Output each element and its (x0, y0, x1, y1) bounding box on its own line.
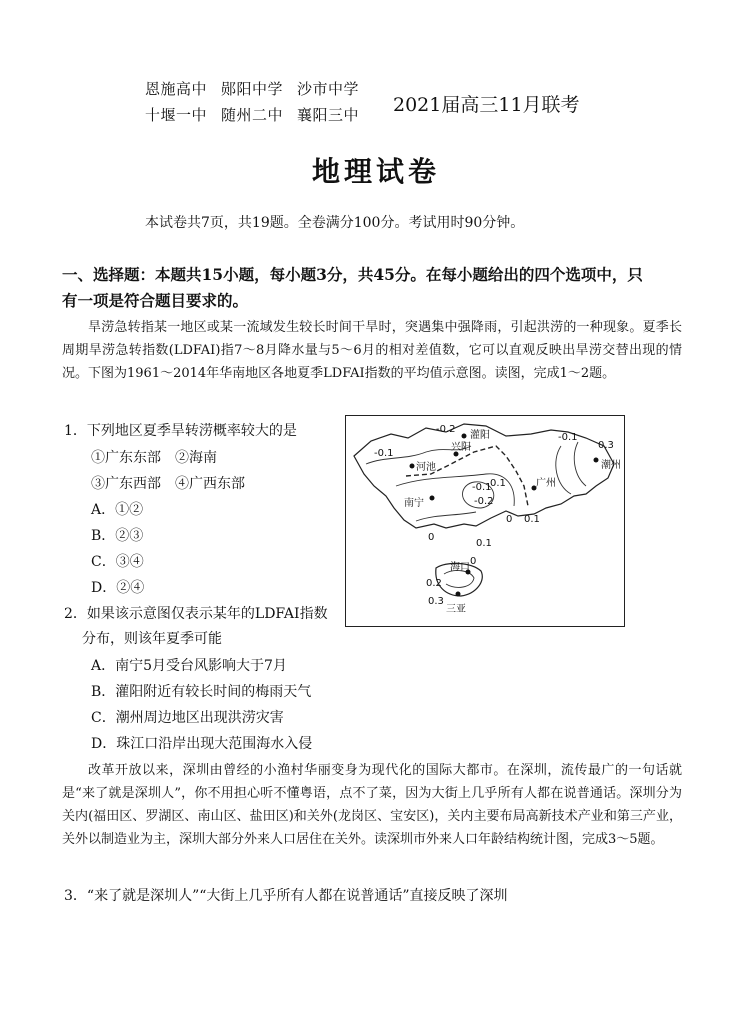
isoline (416, 512, 476, 521)
city-label: 三亚 (446, 604, 466, 615)
isoline-label: 0.1 (524, 514, 540, 525)
question-2-option-a: A．南宁5月受台风影响大于7月 (91, 658, 287, 674)
isoline-label: 0 (428, 532, 435, 543)
question-1-option-a: A．①② (91, 502, 144, 518)
question-1-choices: ③广东西部 ④广西东部 (91, 476, 245, 492)
school-name: 随州二中 (221, 106, 284, 124)
isoline-label: -0.1 (374, 448, 394, 459)
school-name: 郧阳中学 (221, 80, 284, 98)
city-dot (594, 458, 599, 463)
question-2-stem: 2．如果该示意图仅表示某年的LDFAI指数 (64, 606, 328, 622)
city-dot (462, 434, 467, 439)
question-2-option-c: C．潮州周边地区出现洪涝灾害 (91, 710, 284, 726)
isoline-label: 0.3 (428, 596, 444, 607)
ldfai-map-figure (345, 415, 625, 627)
isoline-label: -0.1 (472, 482, 492, 493)
ldfai-map-svg (346, 416, 624, 626)
subject-title: 地理试卷 (312, 155, 441, 188)
city-label: 灌阳 (470, 430, 490, 441)
section-heading-line1: 一、选择题：本题共15小题，每小题3分，共45分。在每小题给出的四个选项中，只 (62, 265, 643, 284)
city-label: 兴阳 (451, 442, 471, 453)
city-label: 南宁 (404, 498, 424, 509)
isoline (574, 442, 586, 486)
question-1-option-d: D．②④ (91, 580, 145, 596)
question-1-option-c: C．③④ (91, 554, 144, 570)
isoline-label: 0.1 (476, 538, 492, 549)
isoline-label: -0.2 (436, 424, 456, 435)
passage-1: 旱涝急转指某一地区或某一流域发生较长时间干旱时，突遇集中强降雨，引起洪涝的一种现象。夏季长周期旱涝急转指数(LDFAI)指7～8月降水量与5～6月的相对差值数，它可以直观反映出旱涝交替出现的情况。下图为1961～2014年华南地区各地夏季LDFAI指数的平均值示意图。读图，完成1～2题。 (62, 320, 682, 381)
exam-title: 2021届高三11月联考 (393, 94, 580, 116)
question-1-stem: 1．下列地区夏季旱转涝概率较大的是 (64, 423, 297, 439)
isoline-label: 0 (470, 556, 477, 567)
school-name: 襄阳三中 (297, 106, 360, 124)
question-3-stem: 3．“来了就是深圳人”“大街上几乎所有人都在说普通话”直接反映了深圳 (64, 888, 508, 904)
city-dot (456, 592, 461, 597)
question-1-choices: ①广东东部 ②海南 (91, 450, 217, 466)
city-label: 海口 (450, 562, 470, 573)
city-label: 河池 (416, 462, 436, 473)
question-2-option-b: B．灌阳附近有较长时间的梅雨天气 (91, 684, 312, 700)
isoline-label: -0.1 (558, 432, 578, 443)
question-2-option-d: D．珠江口沿岸出现大范围海水入侵 (91, 736, 313, 752)
isoline-label: 0.2 (426, 578, 442, 589)
isoline-label: 0.1 (490, 478, 506, 489)
exam-info: 本试卷共7页，共19题。全卷满分100分。考试用时90分钟。 (145, 215, 525, 231)
city-dot (430, 496, 435, 501)
school-name: 沙市中学 (297, 80, 360, 98)
question-1-option-b: B．②③ (91, 528, 144, 544)
section-heading-line2: 有一项是符合题目要求的。 (62, 291, 249, 310)
isoline (556, 446, 571, 494)
school-name: 恩施高中 (145, 80, 208, 98)
question-2-stem: 分布，则该年夏季可能 (82, 631, 222, 647)
school-name: 十堰一中 (145, 106, 208, 124)
passage-2: 改革开放以来，深圳由曾经的小渔村华丽变身为现代化的国际大都市。在深圳，流传最广的一句话就是“来了就是深圳人”，你不用担心听不懂粤语，点不了菜，因为大街上几乎所有人都在说普通话。深圳分为关内(福田区、罗湖区、南山区、盐田区)和关外(龙岗区、宝安区)，关内主要布局高新技术产业和第三产业，关外以制造业为主，深圳大部分外来人口居住在关外。读深圳市外来人口年龄结构统计图，完成3～5题。 (62, 763, 682, 847)
city-label: 广州 (536, 478, 556, 489)
isoline-label: 0 (506, 514, 513, 525)
isoline-label: -0.2 (474, 496, 494, 507)
isoline-label: 0.3 (598, 440, 614, 451)
city-dot (410, 464, 415, 469)
city-label: 潮州 (601, 460, 621, 471)
